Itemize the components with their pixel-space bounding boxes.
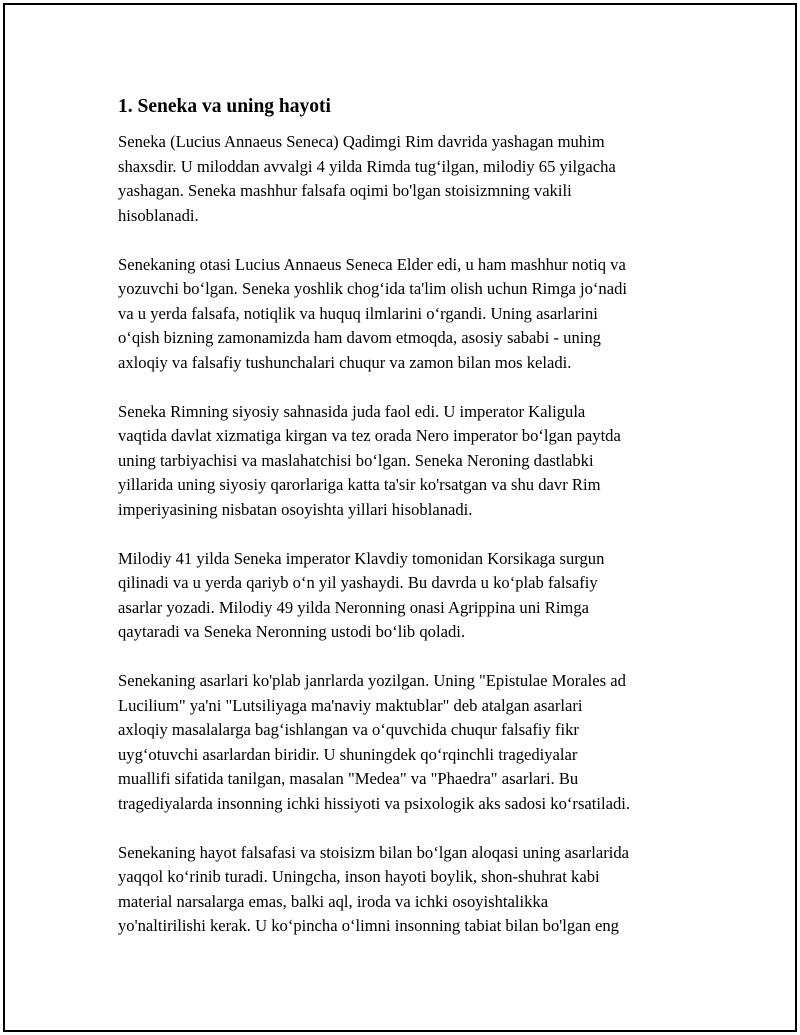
text-line: yillarida uning siyosiy qarorlariga katta ta'sir ko'rsatgan va shu davr Rim [118, 475, 601, 494]
paragraph-4 [118, 547, 698, 645]
text-line: qilinadi va u yerda qariyb o‘n yil yashaydi. Bu davrda u ko‘plab falsafiy [118, 573, 598, 592]
text-line: uyg‘otuvchi asarlardan biridir. U shuningdek qo‘rqinchli tragediyalar [118, 744, 578, 764]
text-line: o‘qish bizning zamonamizda ham davom etmoqda, asosiy sababi - uning [118, 328, 601, 347]
text-line: yaqqol ko‘rinib turadi. Uningcha, inson hayoti boylik, shon-shuhrat kabi [118, 867, 600, 886]
paragraph-3 [118, 400, 698, 523]
text-line: material narsalarga emas, balki aql, iroda va ichki osoyishtalikka [118, 891, 549, 911]
text-line: axloqiy masalalarga bag‘ishlangan va o‘quvchida chuqur falsafiy fikr [118, 720, 579, 739]
text-line: Senekaning otasi Lucius Annaeus Seneca Elder edi, u ham mashhur notiq va [118, 254, 626, 274]
text-line: Milodiy 41 yilda Seneka imperator Klavdiy tomonidan Korsikaga surgun [118, 548, 605, 568]
text-line: yo'naltirilishi kerak. U ko‘pincha o‘limni insonning tabiat bilan bo'lgan eng [118, 916, 619, 935]
text-line: axloqiy va falsafiy tushunchalari chuqur va zamon bilan mos keladi. [118, 352, 572, 372]
text-line: uning tarbiyachisi va maslahatchisi bo‘lgan. Seneka Neroning dastlabki [118, 450, 594, 470]
text-line: asarlar yozadi. Milodiy 49 yilda Neronning onasi Agrippina uni Rimga [118, 597, 589, 617]
document-body [118, 94, 698, 963]
paragraph-6 [118, 841, 698, 939]
text-line: qaytaradi va Seneka Neronning ustodi bo‘lib qoladi. [118, 622, 466, 641]
text-line: yozuvchi bo‘lgan. Seneka yoshlik chog‘ida ta'lim olish uchun Rimga jo‘nadi [118, 279, 628, 298]
text-line: imperiyasining nisbatan osoyishta yillari hisoblanadi. [118, 499, 473, 519]
text-line: Senekaning hayot falsafasi va stoisizm bilan bo‘lgan aloqasi uning asarlarida [118, 842, 630, 862]
text-line: yashagan. Seneka mashhur falsafa oqimi bo'lgan stoisizmning vakili [118, 181, 572, 200]
paragraph-1 [118, 130, 698, 228]
text-line: tragediyalarda insonning ichki hissiyoti va psixologik aks sadosi ko‘rsatiladi. [118, 793, 631, 813]
text-line: muallifi sifatida tanilgan, masalan "Medea" va "Phaedra" asarlari. Bu [118, 769, 579, 788]
text-line: shaxsdir. U miloddan avvalgi 4 yilda Rimda tug‘ilgan, milodiy 65 yilgacha [118, 156, 616, 176]
section-heading: 1. Seneka va uning hayoti [118, 96, 331, 117]
text-line: hisoblanadi. [118, 205, 199, 225]
text-line: va u yerda falsafa, notiqlik va huquq ilmlarini o‘rgandi. Uning asarlarini [118, 303, 598, 323]
text-line: vaqtida davlat xizmatiga kirgan va tez orada Nero imperator bo‘lgan paytda [118, 426, 621, 445]
text-line: Senekaning asarlari ko'plab janrlarda yozilgan. Uning "Epistulae Morales ad [118, 671, 626, 690]
text-line: Lucilium" ya'ni "Lutsiliyaga ma'naviy maktublar" deb atalgan asarlari [118, 695, 583, 715]
paragraph-2 [118, 253, 698, 376]
paragraph-5 [118, 669, 698, 816]
text-line: Seneka Rimning siyosiy sahnasida juda faol edi. U imperator Kaligula [118, 401, 586, 421]
text-line: Seneka (Lucius Annaeus Seneca) Qadimgi Rim davrida yashagan muhim [118, 132, 605, 151]
